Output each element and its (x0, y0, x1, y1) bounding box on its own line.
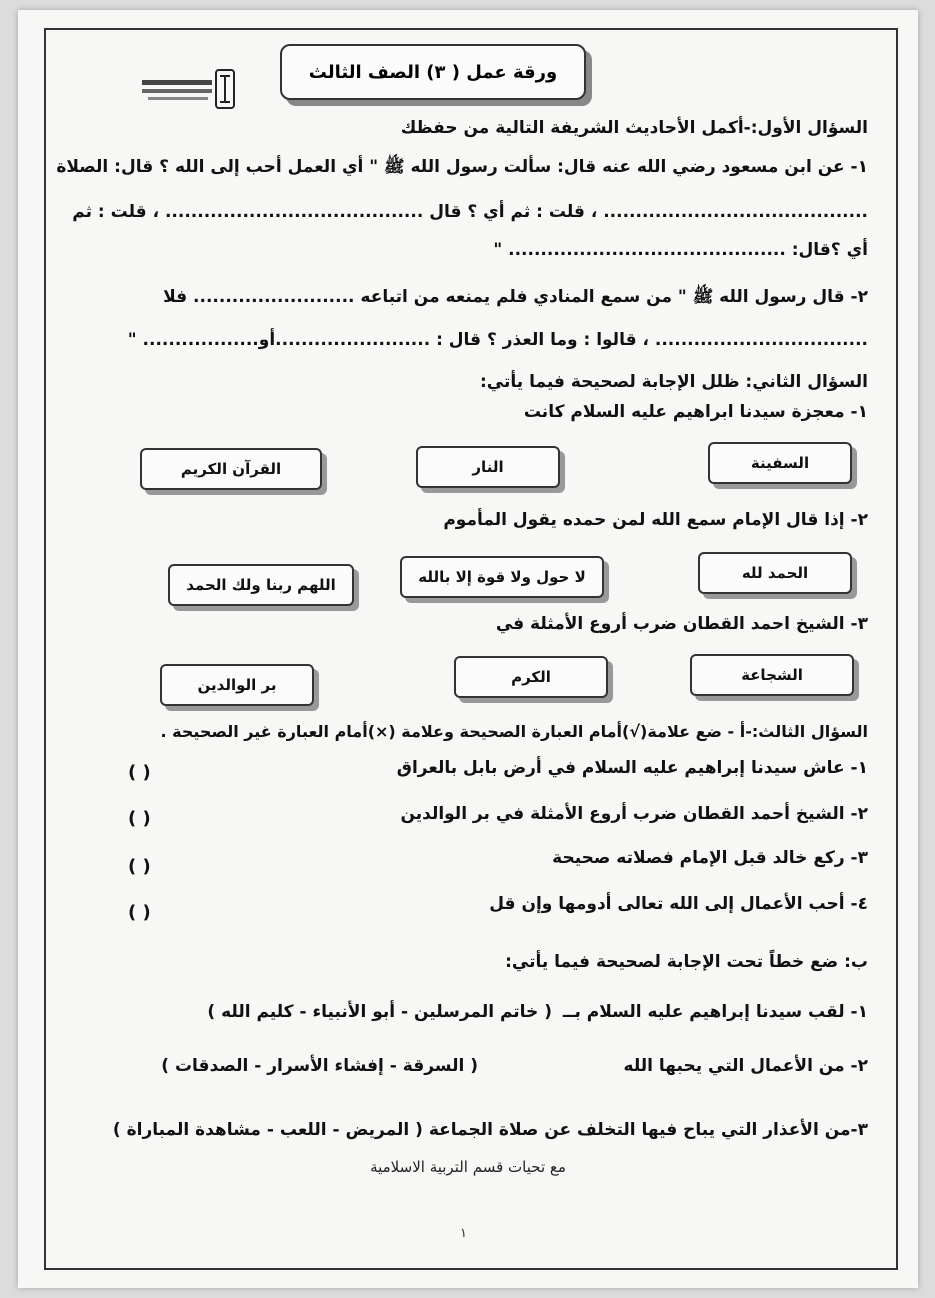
q2-item1-option-1[interactable]: السفينة (708, 442, 852, 484)
q2-heading: السؤال الثاني: ظلل الإجابة لصحيحة فيما يأتي: (480, 372, 868, 392)
worksheet-page (18, 10, 918, 1288)
q2-item1: ١- معجزة سيدنا ابراهيم عليه السلام كانت (523, 402, 868, 422)
q3-answer-paren-4[interactable]: ( ) (128, 902, 151, 923)
q2-item3-option-3[interactable]: بر الوالدين (160, 664, 314, 706)
q3-b1: ١- لقب سيدنا إبراهيم عليه السلام بــ (562, 1002, 868, 1022)
q3-b2: ٢- من الأعمال التي يحبها الله (623, 1056, 868, 1076)
q1-item1-line1: ١- عن ابن مسعود رضي الله عنه قال: سألت رسول الله ﷺ " أي العمل أحب إلى الله ؟ قال: الصلاة (56, 157, 868, 177)
q2-item3-option-1[interactable]: الشجاعة (690, 654, 854, 696)
q3-heading: السؤال الثالث:-أ - ضع علامة(√)أمام العبارة الصحيحة وعلامة (×)أمام العبارة غير الصحيحة . (160, 722, 868, 741)
q3-statement-1: ١- عاش سيدنا إبراهيم عليه السلام في أرض بابل بالعراق (396, 758, 868, 778)
q1-item1-line3: أي ؟قال: ........................................... " (493, 240, 868, 260)
q1-item2-line1: ٢- قال رسول الله ﷺ " من سمع المنادي فلم يمنعه من اتباعه ......................... فلا (163, 287, 868, 307)
page-title: ورقة عمل ( ٣) الصف الثالث (280, 44, 586, 100)
q2-item2-option-2[interactable]: لا حول ولا قوة إلا بالله (400, 556, 604, 598)
page-number: ١ (460, 1226, 467, 1241)
q3-b1-choices[interactable]: ( خاتم المرسلين - أبو الأنبياء - كليم الله ) (207, 1002, 552, 1022)
q2-item2-option-1[interactable]: الحمد لله (698, 552, 852, 594)
q2-item2: ٢- إذا قال الإمام سمع الله لمن حمده يقول المأموم (443, 510, 868, 530)
q2-item3-option-2[interactable]: الكرم (454, 656, 608, 698)
q2-item2-option-3[interactable]: اللهم ربنا ولك الحمد (168, 564, 354, 606)
q3-answer-paren-1[interactable]: ( ) (128, 762, 151, 783)
q1-heading: السؤال الأول:-أكمل الأحاديث الشريفة التالية من حفظك (400, 118, 868, 138)
q2-item1-option-3[interactable]: القرآن الكريم (140, 448, 322, 490)
q3-statement-4: ٤- أحب الأعمال إلى الله تعالى أدومها وإن قل (489, 894, 868, 914)
q3-answer-paren-2[interactable]: ( ) (128, 808, 151, 829)
q1-item1-line2: ......................................... ، قلت : ثم أي ؟ قال ........................................ ، قلت : ثم (72, 202, 868, 222)
school-logo-icon (138, 68, 238, 112)
q3-b2-choices[interactable]: ( السرقة - إفشاء الأسرار - الصدقات ) (161, 1056, 478, 1076)
q2-item1-option-2[interactable]: النار (416, 446, 560, 488)
q1-item2-line2: ................................. ، قالوا : وما العذر ؟ قال : ........................أو.................. " (127, 330, 868, 350)
q3-part-b-heading: ب: ضع خطاً تحت الإجابة لصحيحة فيما يأتي: (505, 952, 868, 972)
footer-note: مع تحيات قسم التربية الاسلامية (370, 1158, 566, 1176)
q3-b3: ٣-من الأعذار التي يباح فيها التخلف عن صلاة الجماعة ( المريض - اللعب - مشاهدة المباراة ) (112, 1120, 868, 1140)
q3-statement-2: ٢- الشيخ أحمد القطان ضرب أروع الأمثلة في بر الوالدين (400, 804, 868, 824)
q3-statement-3: ٣- ركع خالد قبل الإمام فصلاته صحيحة (552, 848, 868, 868)
q3-answer-paren-3[interactable]: ( ) (128, 856, 151, 877)
q2-item3: ٣- الشيخ احمد القطان ضرب أروع الأمثلة في (495, 614, 868, 634)
